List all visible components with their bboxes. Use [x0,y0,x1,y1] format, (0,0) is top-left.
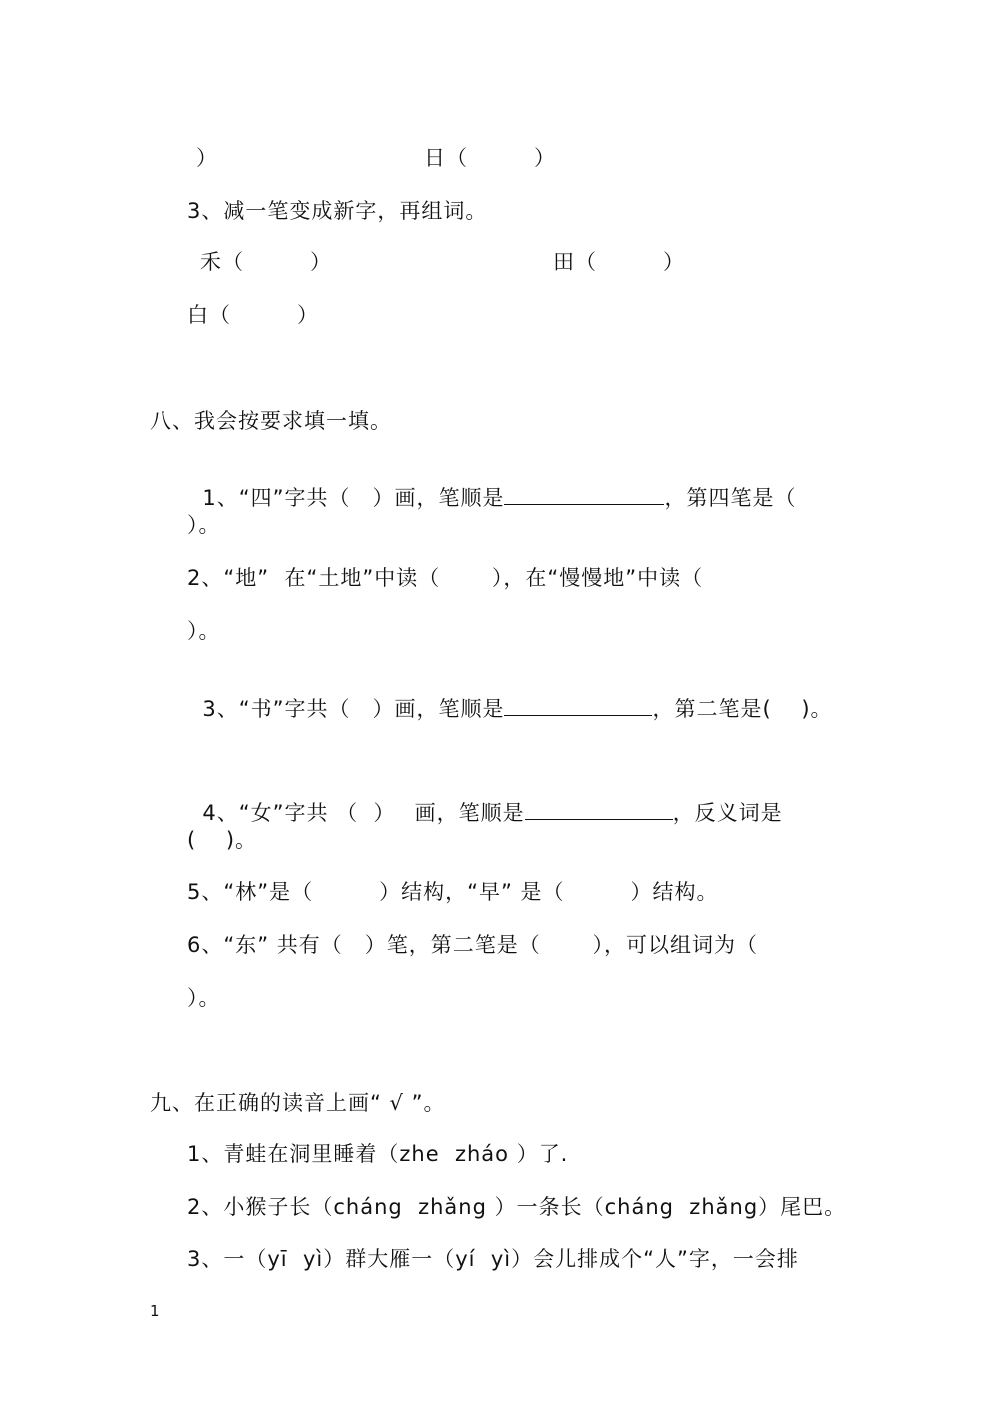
continuation-paren: ） [196,146,218,170]
s8-q5: 5、“林”是（ ）结构，“早” 是（ ）结构。 [187,880,719,904]
s8-q4-cont: ( )。 [187,828,258,852]
s8-q6-cont: ）。 [187,986,221,1010]
s8-q3-blank[interactable] [504,697,652,716]
s8-q2-cont: ）。 [187,619,221,643]
continuation-ri: 日（ ） [424,146,556,170]
s8-q1-blank[interactable] [504,486,664,505]
s8-q2: 2、“地” 在“土地”中读（ ），在“慢慢地”中读（ [187,566,704,590]
s8-q3 [187,670,833,722]
section-8-title: 八、我会按要求填一填。 [150,409,392,433]
s8-q1-cont: ）。 [187,513,221,537]
section-9-title: 九、在正确的读音上画“ √ ”。 [150,1091,446,1115]
s8-q4-b: ，反义词是 [672,801,783,825]
s8-q1-b: ，第四笔是（ [664,486,797,510]
s9-q1: 1、青蛙在洞里睡着（zhe zháo ）了. [187,1142,569,1166]
s8-q3-a: 3、“书”字共（ ）画，笔顺是 [202,697,505,721]
q3-bai: 白（ ） [187,303,319,327]
s9-q3: 3、一（yī yì）群大雁一（yí yì）会儿排成个“人”字，一会排 [187,1247,799,1271]
page-number: 1 [150,1302,160,1320]
s8-q6: 6、“东” 共有（ ）笔，第二笔是（ ），可以组词为（ [187,933,758,957]
s8-q1-a: 1、“四”字共（ ）画，笔顺是 [202,486,505,510]
s8-q3-b: ，第二笔是( )。 [652,697,833,721]
s8-q4-blank[interactable] [525,801,673,820]
q3-tian: 田（ ） [553,250,685,274]
q3-title: 3、减一笔变成新字，再组词。 [187,199,488,223]
s8-q4-a: 4、“女”字共 （ ） 画，笔顺是 [202,801,525,825]
s9-q2: 2、小猴子长（cháng zhǎng ）一条长（cháng zhǎng）尾巴。 [187,1195,847,1219]
q3-he: 禾（ ） [200,250,332,274]
s8-q1 [187,459,796,511]
s8-q4 [187,774,783,826]
